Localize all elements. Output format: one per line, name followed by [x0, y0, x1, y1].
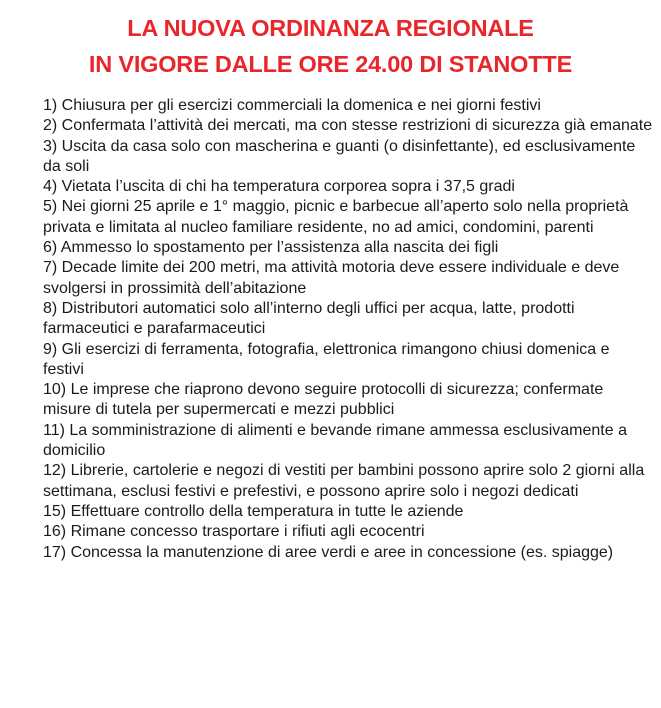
list-item: 1) Chiusura per gli esercizi commerciali la domenica e nei giorni festivi — [43, 97, 541, 114]
list-item: 9) Gli esercizi di ferramenta, fotografia, elettronica rimangono chiusi domenica e festivi — [43, 340, 610, 378]
list-item: 11) La somministrazione di alimenti e bevande rimane ammessa esclusivamente a domicilio — [43, 421, 627, 460]
list-item: 15) Effettuare controllo della temperatura in tutte le aziende — [43, 502, 464, 520]
list-item: 7) Decade limite dei 200 metri, ma attività motoria deve essere individuale e deve svolgersi in prossimità dell’abitazione — [43, 259, 620, 297]
list-item: 16) Rimane concesso trasportare i rifiuti agli ecocentri — [43, 523, 425, 541]
list-item: 12) Librerie, cartolerie e negozi di vestiti per bambini possono aprire solo 2 giorni alla settimana, esclusi festivi e prefestivi, e possono aprire solo i negozi dedicati — [43, 462, 645, 500]
ordinance-list — [43, 96, 653, 563]
list-item: 4) Vietata l’uscita di chi ha temperatura corporea sopra i 37,5 gradi — [43, 178, 515, 196]
list-item: 8) Distributori automatici solo all’interno degli uffici per acqua, latte, prodotti farmaceutici e parafarmaceutici — [43, 299, 575, 338]
list-item: 17) Concessa la manutenzione di aree verdi e aree in concessione (es. spiagge) — [43, 543, 614, 561]
title-line-2: IN VIGORE DALLE ORE 24.00 DI STANOTTE — [88, 51, 573, 77]
list-item: 10) Le imprese che riaprono devono seguire protocolli di sicurezza; confermate misure di tutela per supermercati e mezzi pubblici — [43, 381, 604, 419]
title-line-1: LA NUOVA ORDINANZA REGIONALE — [127, 15, 534, 41]
list-item: 3) Uscita da casa solo con mascherina e guanti (o disinfettante), ed esclusivamente da soli — [43, 137, 636, 175]
list-item: 6) Ammesso lo spostamento per l’assistenza alla nascita dei figli — [43, 239, 499, 257]
list-item: 2) Confermata l’attività dei mercati, ma con stesse restrizioni di sicurezza già emanate — [43, 117, 653, 135]
list-item: 5) Nei giorni 25 aprile e 1° maggio, picnic e barbecue all’aperto solo nella proprietà privata e limitata al nucleo familiare residente, no ad amici, condomini, parenti — [43, 198, 629, 236]
